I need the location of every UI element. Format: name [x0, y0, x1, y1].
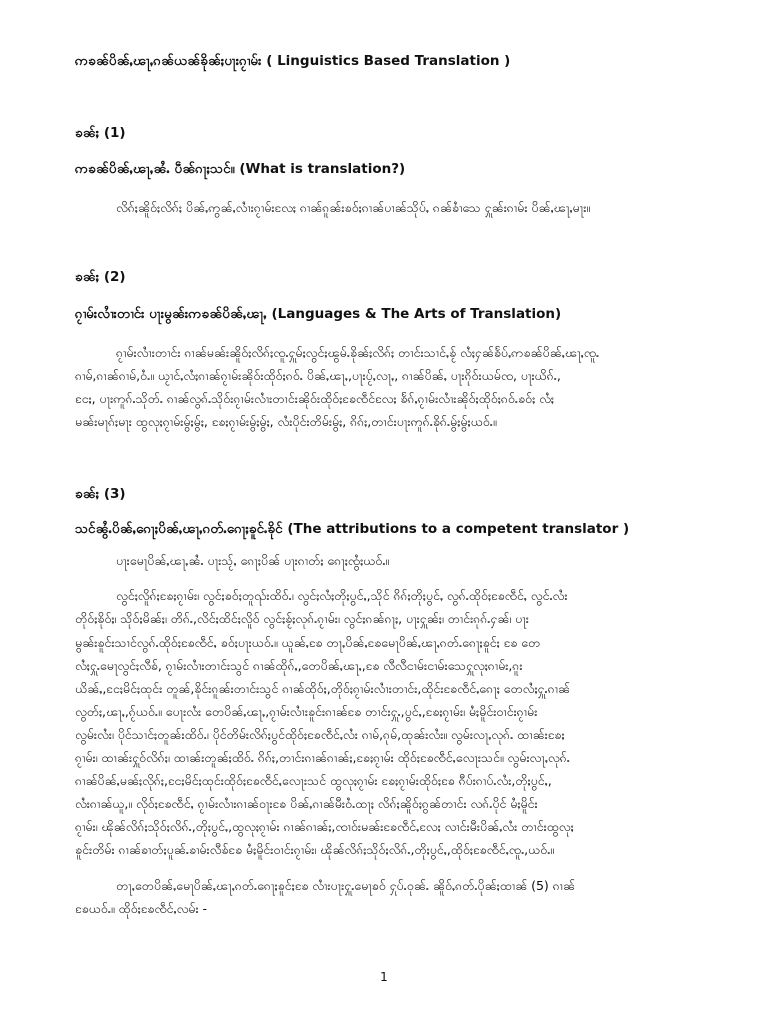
document-title: ဢၶၼ်ပိၼ်ႇၽႃႇၵၼ်ယၼ်ၶိုၼ်ႈပႃးၵႂၢမ်း ( Linguistics Based Translation ) — [75, 53, 511, 69]
section-2-line-4: မၼ်းမႃၵ်ႈမႃး ထွလုႈၵႂၢမ်းမွ်ႈမွ်ႈ, ၶႄႈၵႂၢမ်းမွ်ႈမွ်ႈ, လႆးပိုင်းတိမ်းမွ်ႈ, ၵိၵ်ႈ,တၢင်းပႃးဢူၵ်ႉၶိုၵ်ႉမွ်ႈမွ်ႈယဝ်ႉ။ — [75, 414, 497, 429]
section-3-line-10: ၵၢၼ်ပိၼ်ႇမၼ်ႈလိုၵ်ႈ,ငႄႈမိင်ႈထုင်းထိုဝ်ႈၶႄၸဵင်ႇလေႃးသင် ထွလုႈၵႂၢမ်း ၶႄႈၵႂၢမ်းထိုဝ်ႈၶႄ ၵီပ်းၵၢပ်ႉလႆး,တိုႈပွင်ႇ, — [75, 773, 552, 788]
page-number: 1 — [380, 970, 388, 984]
section-3-line-13: ၶူင်းတိမ်း ၵၢၼ်ၶၢတ်ႈပူၼ်ႉၶၢမ်းလီၶ်ၶႄ မႆႈမိူင်းဝၢင်းၵႂၢမ်း၊ ၽိုၼ်လိၵ်ႈသိုဝ်ႈလိၵ်ႉ,တိုႈပွင်ႇ,ထိုဝ်ႈၶႄၸဵင်ႇၸူႉ,ယဝ်ႉ။ — [75, 842, 555, 857]
section-2-line-1: ၵႂၢမ်းလၢႆးတၢင်း ၵၢၼ်မၼ်းၼိူဝ်ႈလိၵ်ႈၸူႉႁူမ်ႈလွင်ႈၽွမ်ႉၶိုၼ်ႈလိၵ်ႈ တၢင်းသၢင်ႇၶႂ် လႆႈႁၼ်ၶႅပ်ႇဢၶၼ်ပိၼ်ႇၽႃႇၸူႉ — [116, 345, 600, 360]
section-3-line-14: တႃႇတေပိၼ်ႇမေႃပိၼ်ႇၽႃႇၵတ်ႉၵေႃႈၶူင်ႈၶႄ လၢႆးပႃးႁူႉမေႃၶဝ် ႁုပ်ႉဝုၼ်ႉ ၼိူဝ်ႇၵတ်ႉပိုၼ်ႈထၢၼ် (5) ၵၢၼ် — [116, 878, 575, 893]
section-3-line-11: လႆးၵၢၼ်ယူ,။ လိုဝ်ႈၶႄၸဵင်ႇ ၵႂၢမ်းလၢႆးၵၢၼ်ဝႃးၶႄ ပိၼ်ႇၵၢၼ်မီးဝႆႉထႃႈ လိၵ်ႈၼိူဝ်ႈၵွၼ်တၢင်း လၵ်ႉပိုင် မႆႈမိူင်း — [75, 796, 538, 811]
section-3-line-8: လွမ်းလႆး၊ ပိုင်သၢင်ႈတူၼ်းထိဝ်ႉ၊ ပိုင်တိမ်းလိၵ်ႈပွင်ထိုဝ်ႈၶႄၸဵင်ႇလႆး ၵၢမ်,ၵုမ်,ထုၼ်းလႆး။ လွမ်းလႃႇလုၵ်ႉ ထၢၼ်းၶႄႈ — [75, 727, 565, 742]
section-3-label: ၶၼ်ႈ (3) — [75, 486, 126, 502]
section-3-line-3: တိုဝ်ႈၶိုဝ်ႈ၊ သိုဝ်ႈမိၼ်ႈ၊ တိၵ်ႉ,လိင်ႈထိင်ႈလိူဝ် လွင်ႈၶႂ်ႈလုၵ်ႉၵႂၢမ်း၊ လွင်ႈၵၼ်ၵႃႈ, ပႃးႁူၼ်ႈ၊ တၢင်းၵုၵ်ႉႁၼ်၊ ပႃး — [75, 611, 529, 626]
section-3-line-4: မွၼ်းၶူင်းသၢင်လွၵ်ႉထိုဝ်ႈၶႄၸဵင်ႇ ၶဝ်ႈပႃးယဝ်ႉ။ ယူၼ်ႇၶႄ တႃႇပိၼ်ႇၶႄမေႃပိၼ်ႇၽႃႇၵတ်ႉၵေႃႈၶူင်ႈ ၶႄ တေ — [75, 635, 541, 650]
section-2-line-3: ငႄႈ, ပႃးဢူၵ်ႉသိုတ်ႉ ၵၢၼ်လွၵ်ႉသိုဝ်းၵႂၢမ်းလၢႆးတၢင်းၼိုဝ်းထိုဝ်ႈၶႄၸဵင်လႄႈ ၶႅၵ်ႇၵႂၢမ်းလၢႆးၼိုဝ်ႈထိုဝ်ႈၵဝ်ႉၶဝ်ႈ လႆႈ — [75, 391, 554, 406]
section-3-line-12: ၵႂၢမ်း၊ ၽိုၼ်လိၵ်ႈသိုဝ်ႈလိၵ်ႉ,တိုႈပွင်ႇ,ထွလုႈၵႂၢမ်း ၵၢၼ်ၵၢၼ်ႈ,ၸၢဝ်းမၼ်းၶႄၸဵင်ႇလႄႈ လၢင်းမီးပိၼ်ႇလႆး တၢင်းထွလုႈ — [75, 819, 574, 834]
section-3-line-2: လွင်ႈလိူၵ်ႈၶႄႈၵႂၢမ်း၊ လွင်ႈၶဝ်ႈတူၺ်းထိဝ်ႉ၊ လွင်ႈလႆႈတိုႈပွင်ႇ,သိုင် ၵိၵ်ႈတိုႈပွင်ႇ လွၵ်ႉထိုဝ်ႈၶႄၸဵင်ႇ လွင်ႉလႆး — [116, 588, 568, 603]
section-3-line-6: ယိၼ်ႇ,ငႄႈမိင်ႈထုင်း တူၼ်,ၶိုင်းၵူၼ်းတၢင်းသွင် ၵၢၼ်ထိုဝ်ႈ,တိုဝ်ႈၵႂၢမ်းလၢႆးတၢင်း,ထိုင်းၶႄၸဵင်ႇၵေႃႈ တေလႆႈႁူႉၵၢၼ် — [75, 681, 571, 696]
section-1-heading: ဢၶၼ်ပိၼ်ႇၽႃႇၼႆႉ ပဵၼ်ၵႃႈသင်။ (What is translation?) — [75, 161, 406, 177]
section-3-line-7: လွတ်ႈ,ၽႃႇ,ၵႂ်ယဝ်ႉ။ ပေႃးလႆး တေပိၼ်ႇၽႃႇ,ၵႂၢမ်းလၢႆးၶူင်းၵၢၼ်ၶႄ တၢင်းႁူႉ,ပွင်ႇ,ၶႄႈၵႂၢမ်း၊ မႆႈမိူင်းဝၢင်းၵႂၢမ်း — [75, 704, 538, 719]
section-3-line-5: လႆႈႁူႉမေႃလွင်ႈလီၶ်, ၵႂၢမ်းလၢႆးတၢင်းသွင် ၵၢၼ်ထိုၵ်ႇ,တေပိၼ်ႇၽႃႇ,ၶႄ လီလီငၢမ်းငၢမ်းသေႁူလုႈၵၢမ်း,ၵူး — [75, 658, 523, 673]
section-3-line-9: ၵႂၢမ်း၊ ထၢၼ်းႁူဝ်လိၵ်ႈ၊ ထၢၼ်းတူၼ်ႈထိဝ်ႉ ၵိၵ်ႈ,တၢင်းၵၢၼ်ၵၢၼ်ႈ,ၶႄႈၵႂၢမ်း ထိုဝ်ႈၶႄၸဵင်ႇလေႃးသင်။ လွမ်းလႃႇလုၵ်ႉ — [75, 750, 570, 765]
section-1-line-1: လိၵ်ႈၼိူဝ်ႈလိၵ်ႈ ပိၼ်ႇဢွၼ်ႇလၢႆးၵႂၢမ်းလႄႈ ၵၢၼ်ၵူၼ်းၶဝ်ႈၵၢၼ်ပၢၼ်သိုပ်ႇ ၵၼ်ၶၢႆသေ ႁူၼ်းၵၢမ်း ပိၼ်ႇၽႃႇမႃး။ — [116, 200, 591, 215]
section-1-label: ၶၼ်ႈ (1) — [75, 125, 126, 141]
section-2-heading: ၵႂၢမ်းလၢႆးတၢင်း ပႃးမွၼ်းဢၶၼ်ပိၼ်ႇၽႃႇ (Languages & The Arts of Translation) — [75, 306, 562, 322]
section-3-heading: သင်ၼွႆႉပိၼ်ႇၵေႃႈပိၼ်ႇၽႃႇၵတ်ႉၵေႃႈၶူင်ႉၶိုင် (The attributions to a competent translator ) — [75, 521, 630, 537]
section-3-line-15: ၶႄယဝ်ႉ။ ထိုဝ်ႈၶႄၸဵင်ႇလမ်း - — [75, 901, 207, 916]
section-2-label: ၶၼ်ႈ (2) — [75, 269, 126, 285]
section-2-line-2: ၵၢမ်,ၵၢၼ်ၵၢမ်,ဝႆႉ။ ယႂၢင်ႇလႆႈၵၢၼ်ၵႂၢမ်းၼိုဝ်းထိုဝ်ႈၵဝ်ႉ ပိၼ်ႇၽႃႇ,ပႃးပႂ်ႇလႃႇ, ၵၢၼ်ပိၼ်ႇ ပႃးၵိုဝ်းယမ်ၸ, ပႃးယိၵ်ႉ, — [75, 368, 561, 383]
section-3-line-1: ပႃးမေႃပိၼ်ႇၽႃႇၼႆႉ ပႃးသႂ်ႇ ၵေႃႈပိၼ် ပႃးၵၢတ်ႈ ၵေႃႈၸွႆႈယဝ်ႉ။ — [116, 553, 390, 568]
